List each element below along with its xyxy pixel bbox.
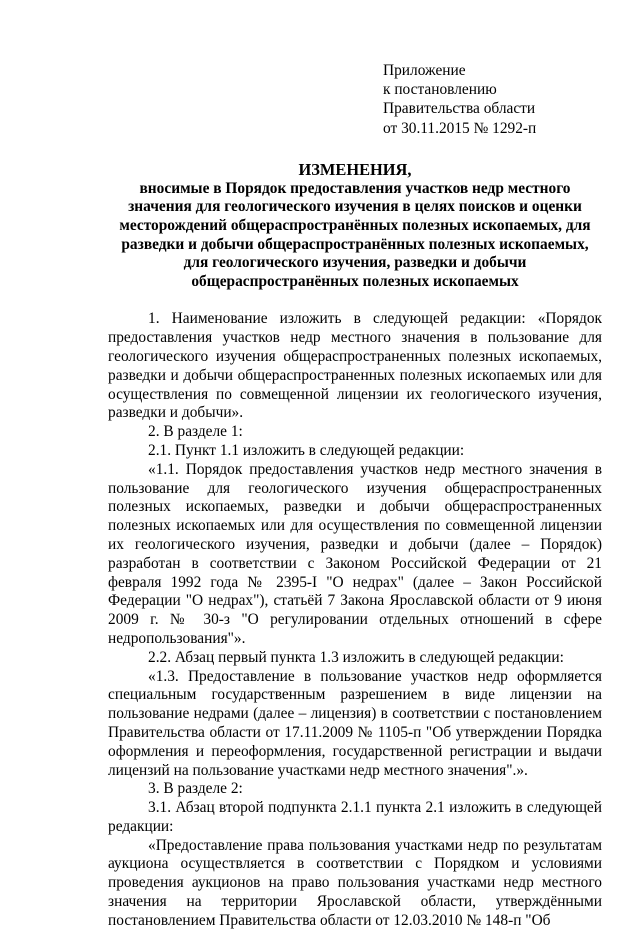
- appendix-line: Правительства области: [383, 100, 536, 118]
- paragraph: 3.1. Абзац второй подпункта 2.1.1 пункта 2.1 изложить в следующей редакции:: [108, 799, 602, 835]
- appendix-line: от 30.11.2015 № 1292-п: [383, 119, 537, 137]
- document-subtitle: вносимые в Порядок предоставления участков недр местного значения для геологического изучения в целях поисков и оценки месторождений общераспространённых полезных ископаемых, для разведки и добычи общераспространённых полезных ископаемых, для геологического изучения, разведки и добычи общераспространённых полезных ископаемых: [119, 179, 591, 290]
- paragraph: «1.3. Предоставление в пользование участков недр оформляется специальным государственным разрешением в виде лицензии на пользование недрами (далее – лицензия) в соответствии с постановлением Правительства области от 17.11.2009 № 1105-п "Об утверждении Порядка оформления и переоформления, государственной регистрации и выдачи лицензий на пользование участками недр местного значения".».: [108, 667, 602, 779]
- appendix-line: к постановлению: [383, 81, 497, 99]
- paragraph: 2.2. Абзац первый пункта 1.3 изложить в следующей редакции:: [148, 648, 564, 666]
- document-title: ИЗМЕНЕНИЯ,: [298, 159, 412, 179]
- document-body: [108, 310, 602, 930]
- paragraph: «Предоставление права пользования участками недр по результатам аукциона осуществляется в соответствии с Порядком и условиями проведения аукционов на право пользования участками недр местного значения на территории Ярославской области, утверждёнными постановлением Правительства области от 12.03.2010 № 148-п "Об: [108, 836, 602, 929]
- appendix-line: Приложение: [383, 62, 466, 79]
- paragraph: 1. Наименование изложить в следующей редакции: «Порядок предоставления участков недр местного значения в пользование для геологического изучения общераспространенных полезных ископаемых, разведки и добычи общераспространенных полезных ископаемых или для осуществления по совмещенной лицензии их геологического изучения, разведки и добычи».: [108, 310, 602, 422]
- paragraph: 2.1. Пункт 1.1 изложить в следующей редакции:: [148, 441, 465, 459]
- paragraph: 2. В разделе 1:: [148, 423, 243, 441]
- paragraph: «1.1. Порядок предоставления участков недр местного значения в пользование для геологического изучения общераспространенных полезных ископаемых, разведки и добычи общераспространенных полезных ископаемых или для осуществления по совмещенной лицензии их геологического изучения, разведки и добычи (далее – Порядок) разработан в соответствии с Законом Российской Федерации от 21 февраля 1992 года № 2395-I "О недрах" (далее – Закон Российской Федерации "О недрах"), статьёй 7 Закона Ярославской области от 9 июня 2009 г. № 30-з "О регулировании отдельных отношений в сфере недропользования"».: [108, 460, 602, 647]
- appendix-block: [383, 61, 583, 138]
- paragraph: 3. В разделе 2:: [148, 780, 243, 798]
